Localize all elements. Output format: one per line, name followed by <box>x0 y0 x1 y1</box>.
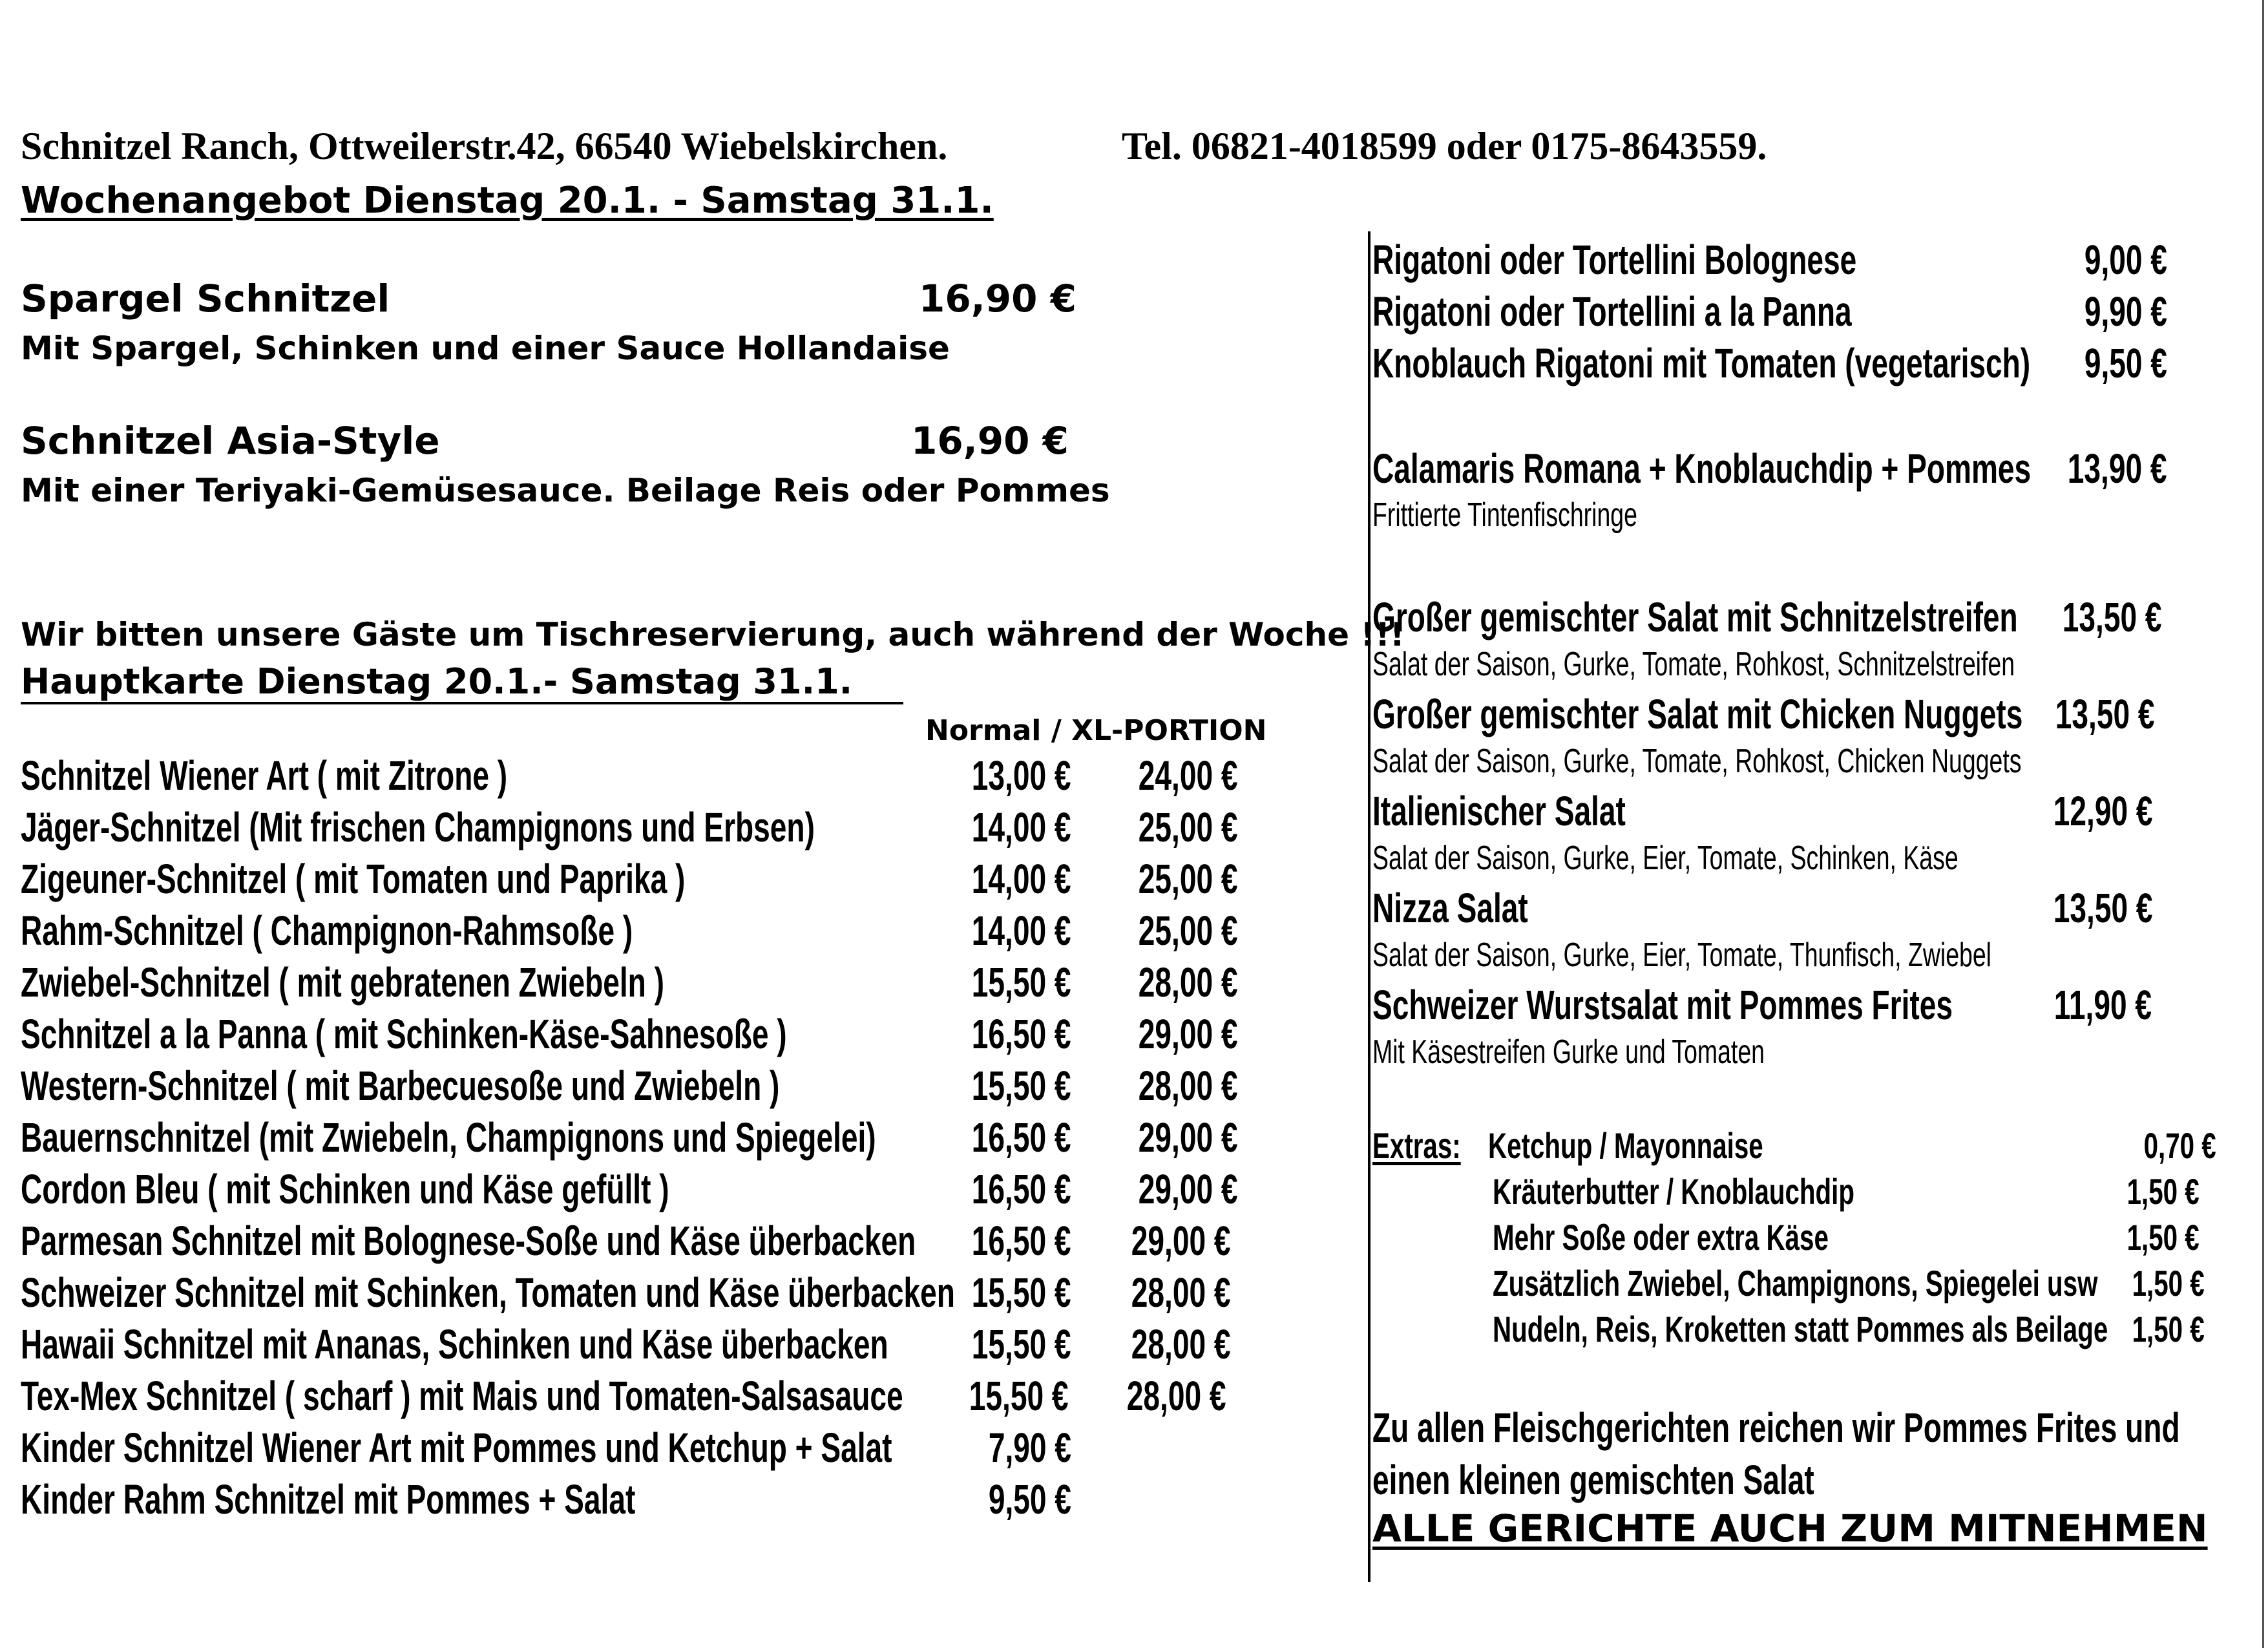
salad-price: 13,50 € <box>2063 594 2162 640</box>
menu-item-price-normal: 9,50 € <box>988 1476 1071 1523</box>
takeaway-note: ALLE GERICHTE AUCH ZUM MITNEHMEN <box>1372 1506 2208 1550</box>
pasta-item-name: Knoblauch Rigatoni mit Tomaten (vegetarisch) <box>1372 340 2031 386</box>
salad-name: Italienischer Salat <box>1372 788 1626 834</box>
salad-name: Großer gemischter Salat mit Schnitzelstreifen <box>1372 594 2018 640</box>
menu-item-price-xl: 28,00 € <box>1139 1062 1238 1109</box>
calamari-price: 13,90 € <box>2068 445 2167 492</box>
calamari-name: Calamaris Romana + Knoblauchdip + Pommes <box>1372 445 2032 492</box>
restaurant-phone: Tel. 06821-4018599 oder 0175-8643559. <box>1122 125 1767 167</box>
pasta-item-price: 9,00 € <box>2084 237 2167 283</box>
menu-item-price-xl: 25,00 € <box>1139 856 1238 902</box>
weekly-offer-description: Mit einer Teriyaki-Gemüsesauce. Beilage Reis oder Pommes <box>21 472 1110 509</box>
menu-item-price-normal: 13,00 € <box>972 752 1071 799</box>
menu-item-price-xl: 28,00 € <box>1139 959 1238 1006</box>
salad-price: 13,50 € <box>2053 885 2153 931</box>
menu-item-price-normal: 15,50 € <box>972 1321 1071 1368</box>
menu-item-price-normal: 15,50 € <box>969 1373 1069 1419</box>
menu-item-price-normal: 16,50 € <box>972 1011 1071 1057</box>
extra-item-price: 1,50 € <box>2126 1217 2200 1258</box>
menu-item-price-normal: 16,50 € <box>972 1114 1071 1161</box>
menu-item-price-normal: 15,50 € <box>972 959 1071 1006</box>
footer-note-line2: einen kleinen gemischten Salat <box>1372 1457 1814 1503</box>
extra-item-name: Mehr Soße oder extra Käse <box>1493 1217 1829 1258</box>
menu-item-name: Parmesan Schnitzel mit Bolognese-Soße und Käse überbacken <box>21 1218 916 1264</box>
menu-item-price-xl: 29,00 € <box>1131 1218 1231 1264</box>
extra-item-price: 1,50 € <box>2132 1309 2205 1349</box>
weekly-offer-price: 16,90 € <box>911 419 1069 463</box>
menu-item-name: Bauernschnitzel (mit Zwiebeln, Champignons und Spiegelei) <box>21 1114 876 1161</box>
extra-item-price: 1,50 € <box>2132 1263 2205 1304</box>
menu-item-price-normal: 16,50 € <box>972 1218 1071 1264</box>
menu-item-price-xl: 25,00 € <box>1139 804 1238 850</box>
menu-item-name: Jäger-Schnitzel (Mit frischen Champignons und Erbsen) <box>21 804 815 850</box>
menu-item-price-normal: 16,50 € <box>972 1166 1071 1212</box>
footer-note-line1: Zu allen Fleischgerichten reichen wir Pommes Frites und <box>1372 1404 2180 1451</box>
salad-name: Nizza Salat <box>1372 885 1528 931</box>
menu-item-price-normal: 15,50 € <box>972 1062 1071 1109</box>
menu-item-price-normal: 14,00 € <box>972 804 1071 850</box>
menu-item-name: Zwiebel-Schnitzel ( mit gebratenen Zwiebeln ) <box>21 959 664 1006</box>
menu-item-price-xl: 24,00 € <box>1139 752 1238 799</box>
menu-item-price-xl: 28,00 € <box>1131 1269 1231 1316</box>
pasta-item-name: Rigatoni oder Tortellini a la Panna <box>1372 288 1852 335</box>
extra-item-name: Ketchup / Mayonnaise <box>1488 1125 1763 1166</box>
menu-item-price-normal: 14,00 € <box>972 907 1071 954</box>
salad-description: Salat der Saison, Gurke, Tomate, Rohkost, Schnitzelstreifen <box>1372 646 2015 683</box>
salad-description: Salat der Saison, Gurke, Eier, Tomate, Schinken, Käse <box>1372 840 1958 877</box>
menu-item-name: Schnitzel Wiener Art ( mit Zitrone ) <box>21 752 508 799</box>
menu-item-name: Hawaii Schnitzel mit Ananas, Schinken und Käse überbacken <box>21 1321 888 1368</box>
main-menu-title-underline <box>21 702 903 704</box>
menu-item-name: Kinder Rahm Schnitzel mit Pommes + Salat <box>21 1476 636 1523</box>
weekly-offer-price: 16,90 € <box>919 277 1077 321</box>
menu-item-name: Rahm-Schnitzel ( Champignon-Rahmsoße ) <box>21 907 633 954</box>
column-divider <box>1368 231 1370 1582</box>
salad-description: Salat der Saison, Gurke, Eier, Tomate, Thunfisch, Zwiebel <box>1372 936 1991 974</box>
menu-item-name: Kinder Schnitzel Wiener Art mit Pommes und Ketchup + Salat <box>21 1424 892 1471</box>
weekly-offer-name: Schnitzel Asia-Style <box>21 419 440 463</box>
menu-item-name: Zigeuner-Schnitzel ( mit Tomaten und Paprika ) <box>21 856 686 902</box>
extra-item-name: Zusätzlich Zwiebel, Champignons, Spiegelei usw <box>1493 1263 2098 1304</box>
salad-name: Schweizer Wurstsalat mit Pommes Frites <box>1372 982 1953 1028</box>
salad-price: 11,90 € <box>2053 982 2152 1028</box>
scan-edge-line <box>2262 0 2264 1648</box>
portion-column-header: Normal / XL-PORTION <box>925 714 1267 747</box>
menu-item-price-normal: 7,90 € <box>988 1424 1071 1471</box>
menu-item-name: Western-Schnitzel ( mit Barbecuesoße und Zwiebeln ) <box>21 1062 780 1109</box>
salad-price: 12,90 € <box>2053 788 2153 834</box>
weekly-offer-title: Wochenangebot Dienstag 20.1. - Samstag 31.1. <box>21 180 994 222</box>
menu-item-price-xl: 29,00 € <box>1139 1011 1238 1057</box>
pasta-item-price: 9,90 € <box>2084 288 2167 335</box>
menu-item-name: Tex-Mex Schnitzel ( scharf ) mit Mais und Tomaten-Salsasauce <box>21 1373 903 1419</box>
menu-item-price-xl: 29,00 € <box>1139 1166 1238 1212</box>
extras-label: Extras: <box>1372 1125 1461 1166</box>
salad-price: 13,50 € <box>2055 691 2155 737</box>
menu-item-name: Schweizer Schnitzel mit Schinken, Tomaten und Käse überbacken <box>21 1269 955 1316</box>
main-menu-title: Hauptkarte Dienstag 20.1.- Samstag 31.1. <box>21 661 853 702</box>
weekly-offer-name: Spargel Schnitzel <box>21 277 390 321</box>
extra-item-price: 0,70 € <box>2143 1125 2216 1166</box>
menu-item-name: Cordon Bleu ( mit Schinken und Käse gefüllt ) <box>21 1166 669 1212</box>
extra-item-name: Nudeln, Reis, Kroketten statt Pommes als Beilage <box>1493 1309 2108 1349</box>
pasta-item-price: 9,50 € <box>2084 340 2167 386</box>
weekly-offer-description: Mit Spargel, Schinken und einer Sauce Hollandaise <box>21 330 950 367</box>
menu-item-price-normal: 15,50 € <box>972 1269 1071 1316</box>
menu-item-price-xl: 28,00 € <box>1131 1321 1231 1368</box>
salad-name: Großer gemischter Salat mit Chicken Nuggets <box>1372 691 2023 737</box>
salad-description: Salat der Saison, Gurke, Tomate, Rohkost, Chicken Nuggets <box>1372 743 2022 780</box>
restaurant-address: Schnitzel Ranch, Ottweilerstr.42, 66540 Wiebelskirchen. <box>21 125 948 167</box>
menu-item-price-xl: 25,00 € <box>1139 907 1238 954</box>
pasta-item-name: Rigatoni oder Tortellini Bolognese <box>1372 237 1857 283</box>
salad-description: Mit Käsestreifen Gurke und Tomaten <box>1372 1033 1765 1071</box>
extra-item-name: Kräuterbutter / Knoblauchdip <box>1493 1171 1855 1212</box>
extra-item-price: 1,50 € <box>2126 1171 2200 1212</box>
menu-item-price-xl: 29,00 € <box>1139 1114 1238 1161</box>
calamari-description: Frittierte Tintenfischringe <box>1372 496 1637 534</box>
menu-item-price-normal: 14,00 € <box>972 856 1071 902</box>
menu-item-name: Schnitzel a la Panna ( mit Schinken-Käse-Sahnesoße ) <box>21 1011 787 1057</box>
reservation-note: Wir bitten unsere Gäste um Tischreservierung, auch während der Woche !!! <box>21 616 1405 653</box>
menu-item-price-xl: 28,00 € <box>1127 1373 1226 1419</box>
